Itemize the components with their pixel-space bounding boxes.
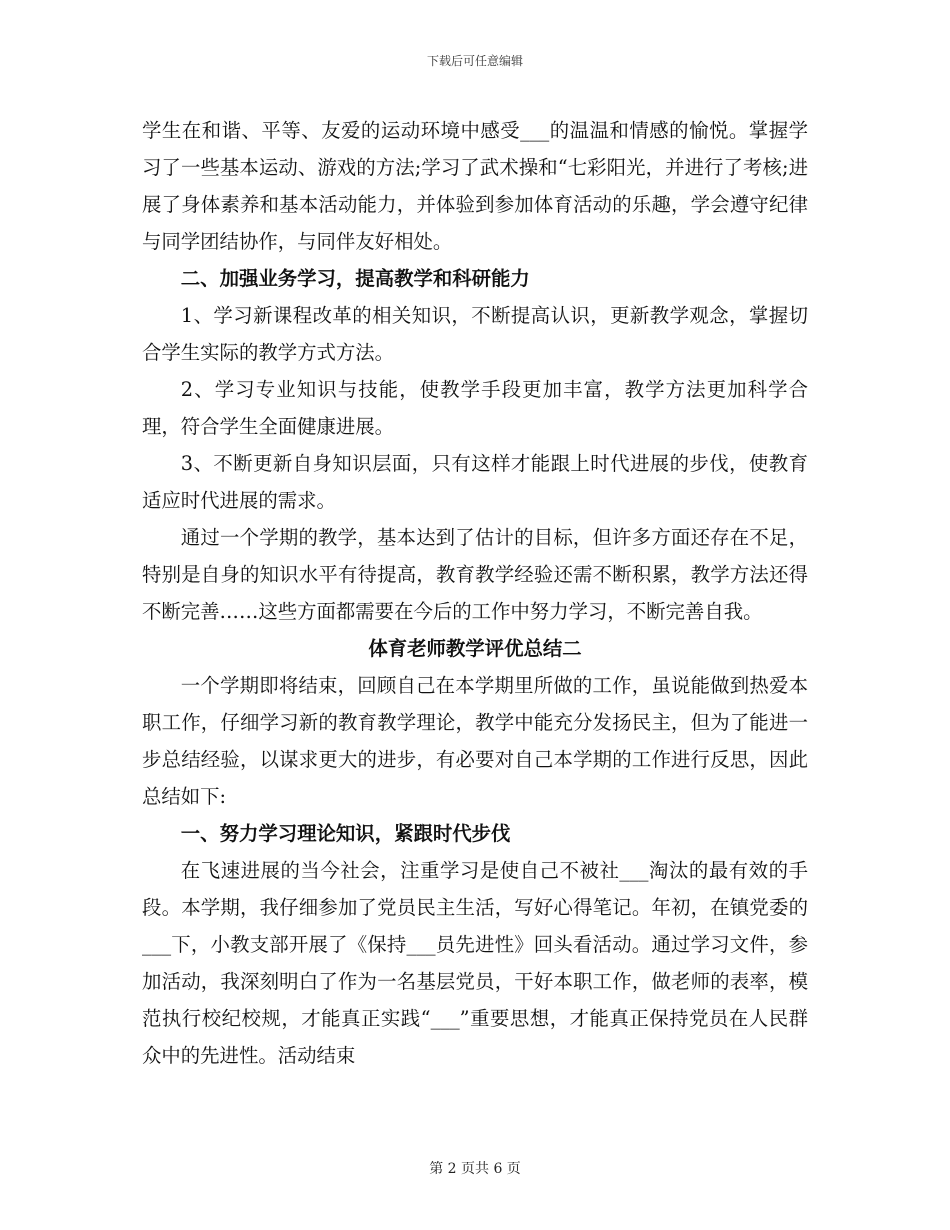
paragraph: 3、不断更新自身知识层面，只有这样才能跟上时代进展的步伐，使教育适应时代进展的需求。 [142, 452, 808, 512]
page-header: 下载后可任意编辑 [426, 54, 523, 68]
paragraph: 通过一个学期的教学，基本达到了估计的目标，但许多方面还存在不足，特别是自身的知识水平有待提高，教育教学经验还需不断积累，教学方法还得不断完善……这些方面都需要在今后的工作中努力学习，不断完善自我。 [142, 526, 808, 623]
paragraph: 一个学期即将结束，回顾自己在本学期里所做的工作，虽说能做到热爱本职工作，仔细学习新的教育教学理论，教学中能充分发扬民主，但为了能进一步总结经验，以谋求更大的进步，有必要对自己本学期的工作进行反思，因此总结如下: [142, 674, 808, 808]
page-footer: 第 2 页共 6 页 [429, 1161, 521, 1177]
document-title: 体育老师教学评优总结二 [368, 637, 582, 660]
paragraph-continuation: 学生在和谐、平等、友爱的运动环境中感受___的温温和情感的愉悦。掌握学习了一些基本运动、游戏的方法;学习了武术操和“七彩阳光，并进行了考核;进展了身体素养和基本活动能力，并体验到参加体育活动的乐趣，学会遵守纪律与同学团结协作，与同伴友好相处。 [142, 119, 808, 253]
paragraph: 2、学习专业知识与技能，使教学手段更加丰富，教学方法更加科学合理，符合学生全面健康进展。 [142, 378, 808, 438]
paragraph: 在飞速进展的当今社会，注重学习是使自己不被社___淘汰的最有效的手段。本学期，我仔细参加了党员民主生活，写好心得笔记。年初，在镇党委的___下，小教支部开展了《保持___员先进性》回头看活动。通过学习文件，参加活动，我深刻明白了作为一名基层党员，干好本职工作，做老师的表率，模范执行校纪校规，才能真正实践“___”重要思想，才能真正保持党员在人民群众中的先进性。活动结束 [142, 859, 808, 1067]
document-body [142, 112, 808, 1074]
paragraph: 1、学习新课程改革的相关知识，不断提高认识，更新教学观念，掌握切合学生实际的教学方式方法。 [142, 304, 808, 364]
section-heading: 一、努力学习理论知识，紧跟时代步伐 [180, 822, 511, 845]
section-heading: 二、加强业务学习，提高教学和科研能力 [180, 267, 530, 290]
